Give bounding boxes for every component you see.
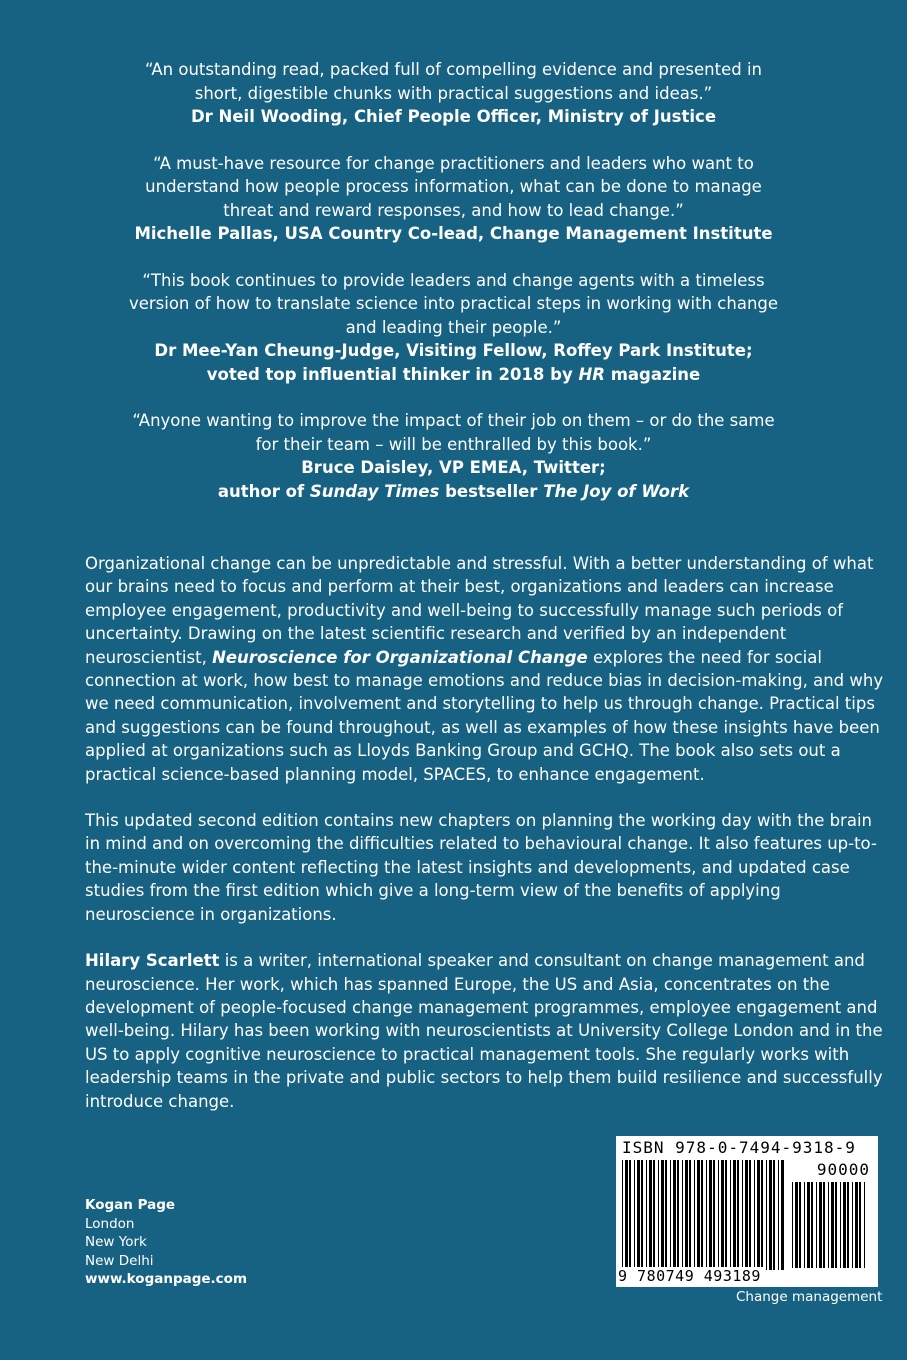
barcode-bar — [855, 1182, 858, 1268]
quote-attribution: Michelle Pallas, USA Country Co-lead, Change Management Institute — [134, 224, 773, 243]
publisher-website: www.koganpage.com — [85, 1271, 248, 1287]
barcode-bar — [713, 1160, 715, 1270]
barcode-bar — [725, 1160, 727, 1270]
barcode-bar — [649, 1160, 652, 1270]
quote-text: “This book continues to provide leaders and change agents with a timeless version of how to translate science into practical steps in working with change and leading their people.” — [128, 270, 779, 337]
attribution-line: Bruce Daisley, VP EMEA, Twitter; — [301, 458, 606, 477]
barcode-bar — [761, 1160, 763, 1270]
endorsement-quote — [120, 269, 787, 387]
barcode-bar — [634, 1160, 635, 1270]
barcode-bar — [689, 1160, 691, 1270]
barcode-bar — [721, 1160, 724, 1270]
barcode-bar — [685, 1160, 688, 1270]
barcode-bar — [811, 1182, 813, 1268]
publisher-city: London — [85, 1215, 135, 1232]
barcode-bar — [781, 1160, 784, 1270]
barcode-bar — [697, 1160, 700, 1270]
newspaper-name: Sunday Times — [309, 481, 440, 501]
barcode-bar — [852, 1182, 853, 1268]
barcode-bar — [816, 1182, 817, 1268]
publisher-city: New Delhi — [85, 1252, 154, 1269]
attribution-line: magazine — [604, 364, 701, 384]
quote-attribution — [120, 456, 787, 503]
barcode-bar — [673, 1160, 676, 1270]
author-bio — [85, 949, 885, 1113]
barcode-bar — [799, 1182, 801, 1268]
attribution-line: Dr Mee-Yan Cheung-Judge, Visiting Fellow, Roffey Park Institute; — [154, 341, 753, 360]
barcode-bar — [807, 1182, 810, 1268]
barcode-bar — [658, 1160, 659, 1270]
barcode-bar — [709, 1160, 712, 1270]
magazine-name: HR — [578, 364, 605, 384]
barcode-bar — [847, 1182, 849, 1268]
barcode-bar — [653, 1160, 655, 1270]
endorsement-quote — [120, 152, 787, 246]
barcode-bar — [718, 1160, 719, 1270]
quote-text: “A must-have resource for change practitioners and leaders who want to understand how people process information, what can be done to manage threat and reward responses, and how to lead change.” — [145, 153, 762, 220]
quote-text: “An outstanding read, packed full of compelling evidence and presented in short, digestible chunks with practical suggestions and ideas.” — [144, 60, 763, 103]
attribution-line: bestseller — [439, 481, 544, 501]
addon-barcode-bars — [792, 1182, 870, 1268]
barcode-bar — [677, 1160, 679, 1270]
barcode-bar — [701, 1160, 703, 1270]
barcode-bar — [828, 1182, 829, 1268]
quote-attribution — [120, 339, 787, 386]
barcode-bar — [754, 1160, 755, 1270]
barcode-bar — [706, 1160, 707, 1270]
barcode-bar — [835, 1182, 837, 1268]
endorsement-quote — [120, 58, 787, 129]
barcode-bar — [778, 1160, 779, 1270]
barcode-bar — [840, 1182, 841, 1268]
isbn-label: ISBN 978-0-7494-9318-9 — [622, 1138, 856, 1157]
barcode-bar — [766, 1160, 767, 1270]
barcode-bar — [622, 1160, 623, 1270]
author-name: Hilary Scarlett — [85, 951, 220, 971]
attribution-line: voted top influential thinker in 2018 by — [206, 364, 579, 384]
barcode-bar — [637, 1160, 640, 1270]
barcode-bar — [670, 1160, 671, 1270]
barcode-bar — [823, 1182, 825, 1268]
description-text: Organizational change can be unpredictable and stressful. With a better understanding of what our brains need to focus and perform at their best, organizations and leaders can increase employee engagement, productivity and well-being to successfully manage such periods of uncertainty. Drawing on the latest scientific research and verified by an independent neuroscientist, — [85, 554, 874, 667]
publisher-info — [85, 1196, 247, 1289]
barcode-bar — [742, 1160, 743, 1270]
author-bio-text: is a writer, international speaker and consultant on change management and neuroscience. Her work, which has spanned Europe, the US and Asia, concentrates on the development of people-focused change management programmes, employee engagement and well-being. Hilary has been working with neuroscientists at University College London and in the US to apply cognitive neuroscience to practical management tools. She regularly works with leadership teams in the private and public sectors to help them build resilience and successfully introduce change. — [85, 951, 883, 1111]
price-code: 90000 — [816, 1160, 870, 1179]
barcode-bar — [859, 1182, 861, 1268]
barcode-bar — [730, 1160, 731, 1270]
barcode-bar — [792, 1182, 793, 1268]
barcode-bar — [694, 1160, 695, 1270]
description-text: explores the need for social connection at work, how best to manage emotions and reduce bias in decision-making, and why we need communication, involvement and storytelling to help us through change. Practical tips and suggestions can be found throughout, as well as examples of how these insights have been applied at organizations such as Lloyds Banking Group and GCHQ. The book also sets out a practical science-based planning model, SPACES, to enhance engagement. — [85, 647, 884, 784]
barcode-bar — [665, 1160, 667, 1270]
book-description — [85, 552, 885, 1136]
category-label: Change management — [736, 1289, 883, 1305]
barcode-bar — [864, 1182, 865, 1268]
barcode-bar — [737, 1160, 739, 1270]
quote-attribution: Dr Neil Wooding, Chief People Officer, Ministry of Justice — [190, 107, 717, 126]
barcode-bar — [843, 1182, 846, 1268]
book-title: The Joy of Work — [543, 481, 690, 501]
barcode-bar — [795, 1182, 798, 1268]
endorsement-quote — [120, 409, 787, 503]
book-title: Neuroscience for Organizational Change — [212, 647, 588, 667]
publisher-name: Kogan Page — [85, 1197, 176, 1213]
ean-barcode-bars — [622, 1160, 786, 1270]
endorsements — [120, 58, 787, 526]
barcode-bar — [629, 1160, 631, 1270]
attribution-line: author of — [217, 481, 310, 501]
ean-digits: 9 780749 493189 — [618, 1267, 765, 1285]
barcode-bar — [773, 1160, 775, 1270]
barcode-bar — [682, 1160, 683, 1270]
barcode-bar — [804, 1182, 805, 1268]
quote-text: “Anyone wanting to improve the impact of their job on them – or do the same for their team – will be enthralled by this book.” — [132, 411, 775, 454]
barcode-bar — [769, 1160, 772, 1270]
barcode-bar — [733, 1160, 736, 1270]
barcode-bar — [831, 1182, 834, 1268]
barcode-bar — [625, 1160, 628, 1270]
barcode-bar — [757, 1160, 760, 1270]
barcode-bar — [745, 1160, 748, 1270]
barcode-bar — [749, 1160, 751, 1270]
barcode-bar — [819, 1182, 822, 1268]
isbn-barcode — [616, 1136, 878, 1287]
barcode-bar — [646, 1160, 647, 1270]
barcode-bar — [641, 1160, 643, 1270]
description-paragraph: This updated second edition contains new chapters on planning the working day with the brain in mind and on overcoming the difficulties related to behavioural change. It also features up-to-the-minute wider content reflecting the latest insights and developments, and updated case studies from the first edition which give a long-term view of the benefits of applying neuroscience in organizations. — [85, 811, 877, 924]
publisher-city: New York — [85, 1234, 147, 1250]
description-paragraph — [85, 552, 885, 786]
barcode-bar — [661, 1160, 664, 1270]
